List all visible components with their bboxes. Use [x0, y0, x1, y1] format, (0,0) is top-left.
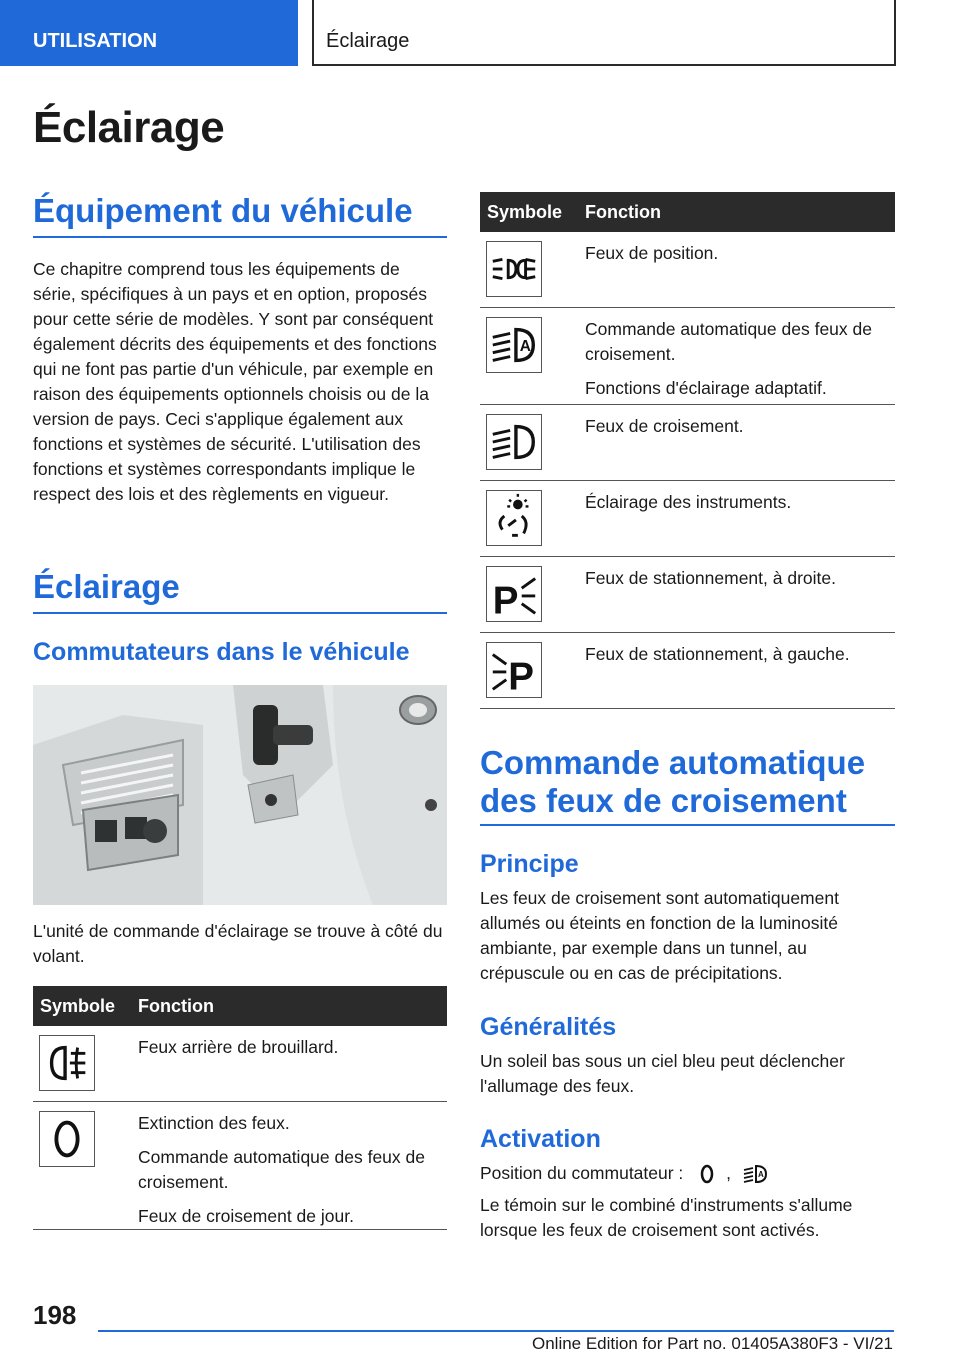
table-row — [480, 405, 895, 481]
paragraph-unite: L'unité de commande d'éclairage se trouve à côté du volant. — [33, 921, 443, 966]
table-header — [480, 192, 895, 232]
heading-eclairage: Éclairage — [33, 568, 447, 614]
column-header-symbole: Symbole — [487, 202, 563, 222]
paragraph-equipement: Ce chapitre comprend tous les équipements de série, spécifiques à un pays et en option, proposés pour cette série de modèles. Y sont par conséquent également décrits des équipements et des fonctions qui ne font pas partie d'un véhicule, par exemple en raison des équipements optionnels choisis ou de la version de pays. Ceci s'applique également aux fonctions et systèmes de sécurité. L'utilisation des fonctions et systèmes correspondants implique le respect des lois et des règlements en vigueur. — [33, 259, 437, 504]
function-text: Commande automatique des feux de croisement. — [585, 319, 872, 364]
position-lights-icon — [486, 241, 542, 297]
function-text: Éclairage des instruments. — [585, 492, 792, 512]
heading-principe: Principe — [480, 850, 579, 878]
activation-separator: , — [726, 1163, 732, 1183]
paragraph-activation — [480, 1161, 895, 1186]
table-row — [33, 1026, 447, 1102]
function-cell — [585, 405, 895, 439]
page-title: Éclairage — [33, 103, 225, 152]
function-cell — [138, 1026, 447, 1060]
function-text: Extinction des feux. — [138, 1113, 290, 1133]
lights-off-zero-icon — [694, 1162, 720, 1186]
column-header-fonction: Fonction — [585, 202, 661, 222]
cockpit-light-switch-photo — [33, 685, 447, 905]
table-row — [480, 481, 895, 557]
function-cell — [585, 557, 895, 591]
auto-low-beam-icon — [742, 1162, 768, 1186]
parking-light-left-icon — [486, 642, 542, 698]
function-text: Feux de stationnement, à gauche. — [585, 644, 850, 664]
header-topic-tab: Éclairage — [312, 0, 896, 66]
function-cell — [138, 1102, 447, 1229]
heading-activation: Activation — [480, 1125, 601, 1153]
parking-light-right-icon — [486, 566, 542, 622]
function-text: Feux arrière de brouillard. — [138, 1037, 339, 1057]
heading-commutateurs: Commutateurs dans le véhicule — [33, 638, 410, 666]
function-text: Fonctions d'éclairage adaptatif. — [585, 378, 827, 398]
function-cell — [585, 308, 895, 401]
function-cell — [585, 481, 895, 515]
function-text: Feux de stationnement, à droite. — [585, 568, 836, 588]
table-row — [480, 633, 895, 709]
edition-note: Online Edition for Part no. 01405A380F3 - VI/21 — [531, 1334, 893, 1353]
svg-text:A: A — [757, 1170, 764, 1180]
column-header-fonction: Fonction — [138, 996, 214, 1016]
table-row — [480, 308, 895, 405]
rear-fog-light-icon — [39, 1035, 95, 1091]
header-section-tab: UTILISATION — [0, 0, 298, 66]
paragraph-generalites: Un soleil bas sous un ciel bleu peut déclencher l'allumage des feux. — [480, 1051, 845, 1096]
function-cell — [585, 232, 895, 266]
paragraph-principe: Les feux de croisement sont automatiquement allumés ou éteints en fonction de la luminosité ambiante, par exemple dans un tunnel, au crépuscule ou en cas de précipitations. — [480, 888, 839, 983]
table-header — [33, 986, 447, 1026]
table-row — [480, 232, 895, 308]
table-row — [480, 557, 895, 633]
auto-low-beam-icon — [486, 317, 542, 373]
lights-off-zero-icon — [39, 1111, 95, 1167]
function-text: Feux de croisement. — [585, 416, 744, 436]
heading-generalites: Généralités — [480, 1013, 617, 1041]
heading-commande-automatique: Commande automatique des feux de croisement — [480, 744, 895, 826]
svg-text:P: P — [492, 579, 519, 621]
svg-text:P: P — [508, 655, 534, 697]
activation-prefix: Position du commutateur : — [480, 1163, 684, 1183]
footer-divider — [98, 1330, 894, 1332]
function-text: Commande automatique des feux de croisement. — [138, 1147, 425, 1192]
svg-text:A: A — [519, 337, 531, 355]
instrument-lighting-icon — [486, 490, 542, 546]
page-number: 198 — [33, 1300, 77, 1330]
table-row — [33, 1102, 447, 1230]
low-beam-icon — [486, 414, 542, 470]
column-header-symbole: Symbole — [40, 996, 116, 1016]
function-cell — [585, 633, 895, 667]
function-text: Feux de croisement de jour. — [138, 1206, 354, 1226]
heading-equipement: Équipement du véhicule — [33, 192, 447, 238]
switch-symbols-table-left — [33, 986, 447, 1230]
paragraph-temoin: Le témoin sur le combiné d'instruments s'allume lorsque les feux de croisement sont activés. — [480, 1195, 853, 1240]
switch-symbols-table-right — [480, 192, 895, 709]
function-text: Feux de position. — [585, 243, 719, 263]
